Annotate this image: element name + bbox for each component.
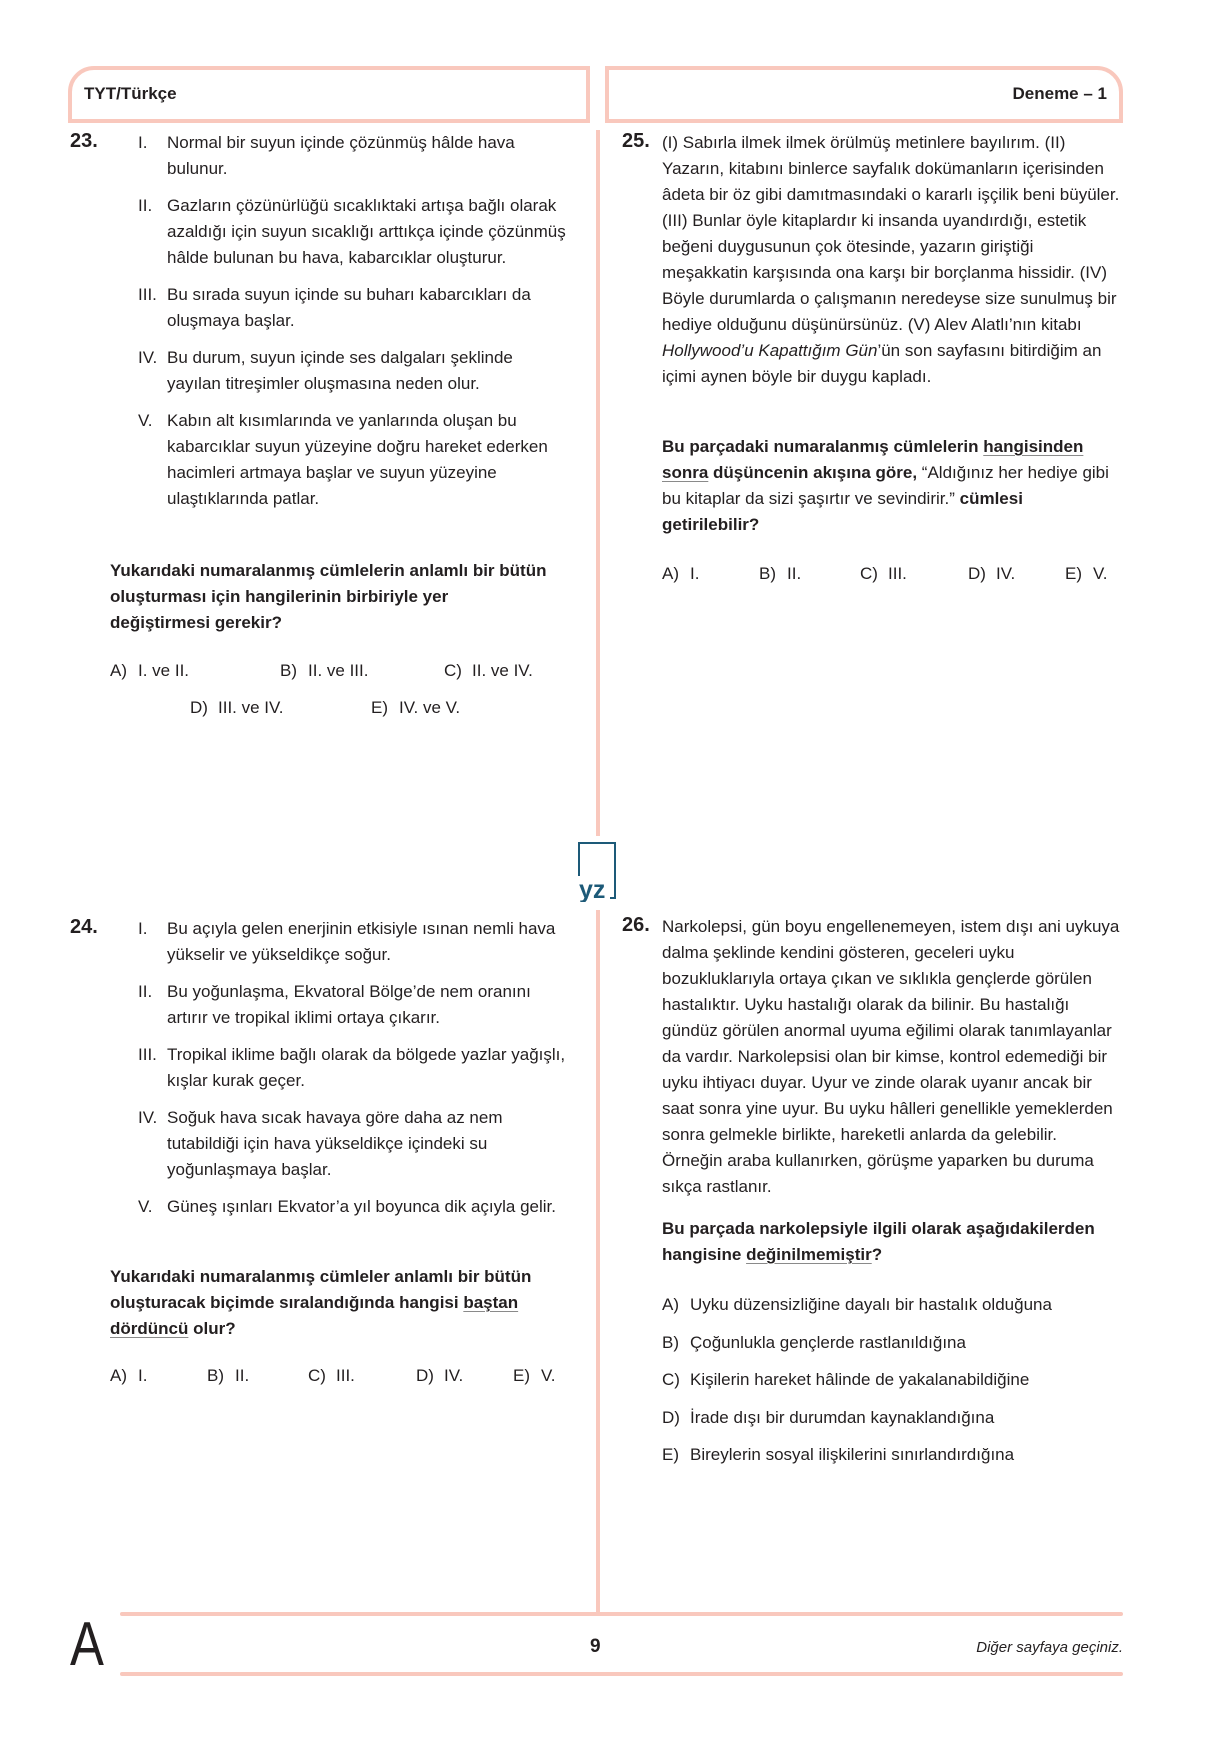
question-24-number: 24. [70,916,98,938]
option-c[interactable]: C) Kişilerin hareket hâlinde de yakalanabildiğine [662,1370,1030,1389]
option-c[interactable]: C) II. ve IV. [444,661,533,680]
question-24-stem: Yukarıdaki numaralanmış cümleler anlamlı bir bütün oluşturacak biçimde sıralandığında hangisi baştan dördüncü olur? [110,1267,532,1338]
option-b[interactable]: B) Çoğunlukla gençlerde rastlanıldığına [662,1332,966,1352]
statement-item: IV. Bu durum, suyun içinde ses dalgaları şeklinde yayılan titreşimler oluşmasına neden olur. [138,348,513,393]
statement-item: III. Tropikal iklime bağlı olarak da bölgede yazlar yağışlı, kışlar kurak geçer. [138,1045,566,1090]
option-c[interactable]: C) III. [308,1366,355,1385]
option-d[interactable]: D) IV. [968,564,1016,583]
option-a[interactable]: A) Uyku düzensizliğine dayalı bir hastalık olduğuna [662,1295,1052,1314]
subject-title: TYT/Türkçe [84,84,177,103]
option-e[interactable]: E) V. [1065,564,1108,583]
question-24-statements [138,916,568,1231]
statement-item: IV. Soğuk hava sıcak havaya göre daha az nem tutabildiği için hava yükseldikçe içindeki su yoğunlaşmaya başlar. [138,1108,503,1179]
statement-item: V. Güneş ışınları Ekvator’a yıl boyunca dik açıyla gelir. [138,1197,556,1216]
question-24-options [110,1363,570,1393]
option-b[interactable]: B) II. [207,1366,250,1385]
column-divider-top [596,130,600,836]
page-number: 9 [590,1636,601,1657]
question-25-options [662,561,1122,591]
option-a[interactable]: A) I. ve II. [110,661,190,680]
next-page-note: Diğer sayfaya geçiniz. [976,1639,1123,1656]
option-c[interactable]: C) III. [860,564,907,583]
question-23-statements [138,130,568,523]
option-a[interactable]: A) I. [110,1366,148,1385]
booklet-letter: A [70,1610,104,1679]
statement-item: I. Bu açıyla gelen enerjinin etkisiyle ısınan nemli hava yükselir ve yükseldikçe soğur. [138,919,556,964]
header-subject-box [68,66,590,123]
option-b[interactable]: B) II. [759,564,802,583]
question-23-number: 23. [70,130,98,152]
footer-bottom-rule [120,1672,1123,1676]
exam-title: Deneme – 1 [1012,84,1107,103]
option-d[interactable]: D) IV. [416,1366,464,1385]
footer-top-rule [120,1612,1123,1616]
header-exam-box [605,66,1123,123]
statement-item: III. Bu sırada suyun içinde su buharı kabarcıkları da oluşmaya başlar. [138,285,531,330]
svg-text:yz: yz [579,876,606,902]
option-a[interactable]: A) I. [662,564,700,583]
publisher-logo-icon [578,842,616,902]
question-23-options [110,658,590,728]
question-26-passage: Narkolepsi, gün boyu engellenemeyen, istem dışı ani uykuya dalma şeklinde kendini gösteren, geceleri uyku bozukluklarıyla ortaya çıkan ve sıklıkla gençlerde görülen hastalıktır. Uyku hastalığı olarak da bilinir. Bu hastalığı gündüz görülen anormal uyuma eğilimi olarak tanımlayanlar da vardır. Narkolepsisi olan bir kimse, kontrol edemediği bir uyku ihtiyacı duyar. Uyur ve zinde olarak uyanır ancak bir saat sonra yine uyur. Bu uyku hâlleri genellikle yemeklerden sonra gelmekle birlikte, hareketli anlarda da gelebilir. Örneğin araba kullanırken, görüşme yaparken bu duruma sıkça rastlanır. [662,917,1120,1196]
question-26-number: 26. [622,914,650,936]
question-25-passage: (I) Sabırla ilmek ilmek örülmüş metinlere bayılırım. (II) Yazarın, kitabını binlerce sayfalık dokümanların içerisinden âdeta bir öz gibi damıtmasındaki o kararlı işçilik beni büyüler. (III) Bunlar öyle kitaplardır ki insanda uyandırdığı, estetik beğeni duygusunun çok ötesinde, yazarın giriştiği meşakkatin karşısında ona karşı bir borçlanma hissidir. (IV) Böyle durumlarda o çalışmanın neredeyse size sunulmuş bir hediye olduğunu düşünürsünüz. (V) Alev Alatlı’nın kitabı Hollywood’u Kapattığım Gün’ün son sayfasını bitirdiğim an içimi aynen böyle bir duygu kapladı. [662,133,1120,386]
question-25-stem: Bu parçadaki numaralanmış cümlelerin hangisinden sonra düşüncenin akışına göre, “Aldığınız her hediye gibi bu kitaplar da sizi şaşırtır ve sevindirir.” cümlesi getirilebilir? [662,437,1109,534]
question-25-number: 25. [622,130,650,152]
question-26-stem: Bu parçada narkolepsiyle ilgili olarak aşağıdakilerden hangisine değinilmemiştir? [662,1219,1095,1264]
option-e[interactable]: E) IV. ve V. [371,698,461,717]
option-d[interactable]: D) İrade dışı bir durumdan kaynaklandığına [662,1407,995,1427]
column-divider-bottom [596,910,600,1615]
statement-item: II. Gazların çözünürlüğü sıcaklıktaki artışa bağlı olarak azaldığı için suyun sıcaklığı arttıkça içinde çözünmüş hâlde bulunan bu hava, kabarcıklar oluşturur. [138,196,566,267]
statement-item: V. Kabın alt kısımlarında ve yanlarında oluşan bu kabarcıklar suyun yüzeyine doğru hareket ederken hacimleri artmaya başlar ve suyun yüzeyine ulaştıklarında patlar. [138,411,548,508]
statement-item: I. Normal bir suyun içinde çözünmüş hâlde hava bulunur. [138,133,515,178]
question-23-stem: Yukarıdaki numaralanmış cümlelerin anlamlı bir bütün oluşturması için hangilerinin birbiriyle yer değiştirmesi gerekir? [110,561,547,632]
question-26-options [662,1292,1122,1480]
statement-item: II. Bu yoğunlaşma, Ekvatoral Bölge’de nem oranını artırır ve tropikal iklimi ortaya çıkarır. [138,982,531,1027]
option-e[interactable]: E) Bireylerin sosyal ilişkilerini sınırlandırdığına [662,1445,1015,1464]
option-b[interactable]: B) II. ve III. [280,661,369,680]
option-e[interactable]: E) V. [513,1366,556,1385]
option-d[interactable]: D) III. ve IV. [190,698,284,717]
